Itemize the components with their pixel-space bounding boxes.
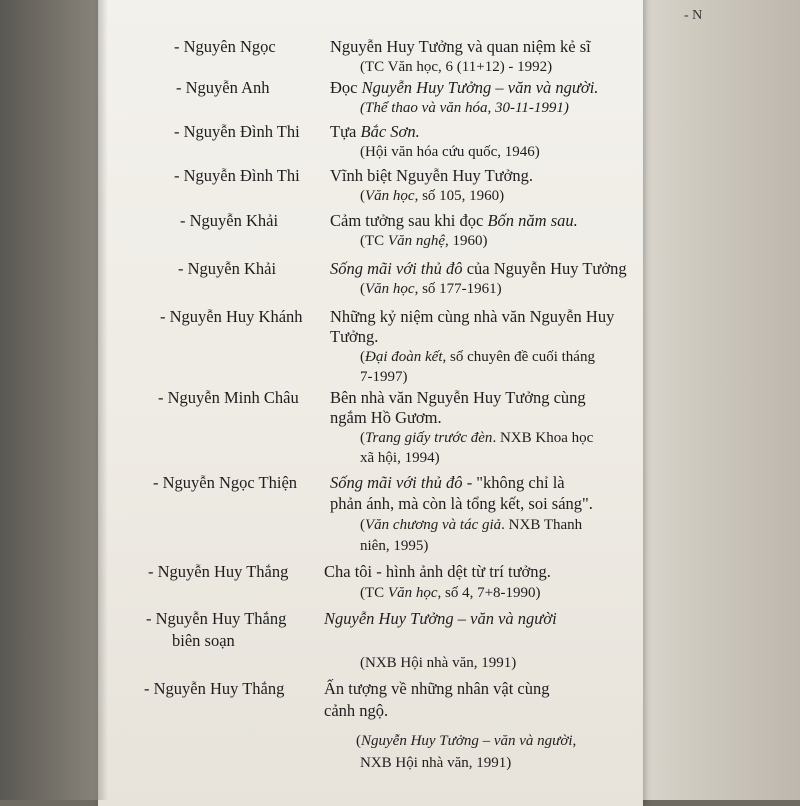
entry-title: Tựa Bắc Sơn.: [330, 122, 420, 141]
entry-author: - Nguyễn Huy Thắng: [144, 679, 285, 698]
entry-source-continued: NXB Hội nhà văn, 1991): [360, 755, 512, 771]
entry-title: Bên nhà văn Nguyễn Huy Tưởng cùng: [330, 388, 586, 407]
entry-title-continued: phản ánh, mà còn là tổng kết, soi sáng".: [330, 494, 593, 513]
entry-source: (Văn học, số 105, 1960): [360, 188, 505, 204]
bibliography-entry: [98, 121, 643, 171]
bibliography-entry: [98, 608, 643, 688]
entry-source: (NXB Hội nhà văn, 1991): [360, 655, 517, 671]
entry-source-continued: 7-1997): [360, 369, 408, 385]
entry-author-role: biên soạn: [172, 631, 235, 650]
entry-source: (Hội văn hóa cứu quốc, 1946): [360, 144, 540, 160]
bibliography-entry: [98, 306, 643, 386]
entry-title: Sống mãi với thủ đô - "không chỉ là: [330, 473, 565, 492]
entry-author: - Nguyên Ngọc: [174, 37, 276, 56]
entry-author: - Nguyễn Khải: [180, 211, 279, 230]
entry-title: Nguyễn Huy Tưởng – văn và người: [324, 609, 557, 628]
entry-author: - Nguyễn Huy Khánh: [160, 307, 303, 326]
entry-source: (TC Văn nghệ, 1960): [360, 233, 488, 249]
entry-source: (TC Văn học, 6 (11+12) - 1992): [360, 59, 553, 75]
entry-title-continued: ngắm Hồ Gươm.: [330, 408, 442, 427]
entry-source: (TC Văn học, số 4, 7+8-1990): [360, 585, 541, 601]
entry-title: Những kỷ niệm cùng nhà văn Nguyễn Huy: [330, 307, 615, 326]
adjacent-page-mark: - N: [684, 8, 703, 23]
bibliography-entry: [98, 472, 643, 552]
entry-title: Nguyễn Huy Tưởng và quan niệm kẻ sĩ: [330, 37, 591, 56]
bibliography-entry: [98, 210, 643, 260]
entry-source: (Văn chương và tác giả. NXB Thanh: [360, 517, 583, 533]
entry-author: - Nguyễn Huy Thắng: [148, 562, 289, 581]
entry-author: - Nguyễn Minh Châu: [158, 388, 299, 407]
entry-author: - Nguyễn Đình Thi: [174, 166, 300, 185]
entry-source: (Đại đoàn kết, số chuyên đề cuối tháng: [360, 349, 595, 365]
entry-title: Sống mãi với thủ đô của Nguyễn Huy Tưởng: [330, 259, 627, 278]
entry-source: (Thể thao và văn hóa, 30-11-1991): [360, 100, 569, 116]
entry-title-continued: Tưởng.: [330, 327, 379, 346]
entry-author: - Nguyễn Khải: [178, 259, 277, 278]
entry-source: (Văn học, số 177-1961): [360, 281, 502, 297]
entry-source: (Nguyễn Huy Tưởng – văn và người,: [356, 733, 577, 749]
entry-source: (Trang giấy trước đèn. NXB Khoa học: [360, 430, 594, 446]
entry-source-continued: niên, 1995): [360, 538, 429, 554]
entry-author: - Nguyễn Ngọc Thiện: [153, 473, 298, 492]
bibliography-entry: [98, 165, 643, 215]
entry-title: Đọc Nguyễn Huy Tưởng – văn và người.: [330, 78, 599, 97]
bibliography-entry: [98, 678, 643, 778]
entry-title: Ấn tượng về những nhân vật cùng: [324, 679, 550, 698]
entry-author: - Nguyễn Đình Thi: [174, 122, 300, 141]
entry-title: Cha tôi - hình ảnh dệt từ trí tưởng.: [324, 562, 551, 581]
entry-source-continued: xã hội, 1994): [360, 450, 440, 466]
bibliography-entry: [98, 561, 643, 611]
bibliography-entry: [98, 77, 643, 127]
bibliography-entry: [98, 258, 643, 308]
entry-author: - Nguyễn Huy Thắng: [146, 609, 287, 628]
background-right: [640, 0, 800, 800]
entry-author: - Nguyễn Anh: [176, 78, 270, 97]
entry-title-continued: cảnh ngộ.: [324, 701, 389, 720]
entry-title: Vĩnh biệt Nguyễn Huy Tưởng.: [330, 166, 533, 185]
bibliography-entry: [98, 387, 643, 467]
background-left: [0, 0, 110, 800]
entry-title: Cảm tưởng sau khi đọc Bốn năm sau.: [330, 211, 578, 230]
